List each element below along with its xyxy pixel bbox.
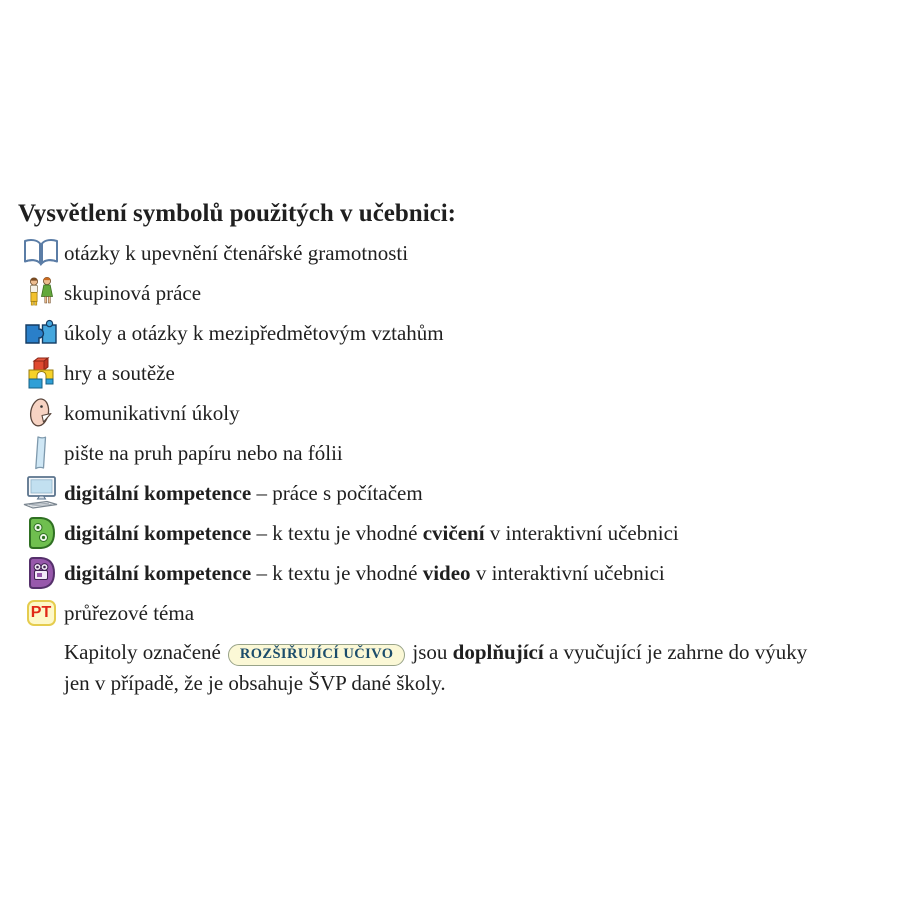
legend-text-segment: digitální kompetence [64,560,252,585]
legend-row-groupwork [18,273,893,313]
note-text-bold: doplňující [452,640,544,664]
pt-icon-label: PT [27,600,56,626]
page-title: Vysvětlení symbolů použitých v učebnici: [18,200,457,227]
legend-row-communication [18,393,893,433]
note-line-1 [64,637,893,668]
legend-text-segment: hry a soutěže [64,360,175,385]
legend-text-segment: video [422,560,471,585]
legend-text-segment: – k textu je vhodné [251,520,423,545]
rozsirujici-ucivo-badge: ROZŠIŘUJÍCÍ UČIVO [228,644,406,666]
legend-text [64,601,194,626]
legend-row-games [18,353,893,393]
legend-text-segment: v interaktivní učebnici [470,560,665,585]
legend-text [64,561,665,586]
legend-text [64,281,201,306]
legend-text-segment: cvičení [422,520,485,545]
pt-icon [18,600,64,626]
legend-text-segment: otázky k upevnění čtenářské gramotnosti [64,240,409,265]
legend-row-reading [18,233,893,273]
legend-text-segment: digitální kompetence [64,480,252,505]
legend-text-segment: pište na pruh papíru nebo na fólii [64,440,343,465]
legend-text [64,241,408,266]
note-text: Kapitoly označené [64,640,221,664]
open-book-icon [18,238,64,268]
legend-row-computer [18,473,893,513]
legend-row-crosscurricular [18,313,893,353]
legend-text-segment: v interaktivní učebnici [484,520,679,545]
blocks-icon [18,355,64,391]
video-app-icon [18,555,64,591]
note-paragraph [18,637,893,699]
legend-text-segment: úkoly a otázky k mezipředmětovým vztahům [64,320,444,345]
legend-text-segment: skupinová práce [64,280,202,305]
legend-text [64,481,423,506]
legend-text [64,361,175,386]
legend-text [64,441,343,466]
legend-row-video [18,553,893,593]
exercise-app-icon [18,516,64,550]
legend-text [64,401,240,426]
note-text: jsou [412,640,453,664]
puzzle-icon [18,319,64,347]
legend-row-paperstrip [18,433,893,473]
legend-text [64,321,444,346]
symbol-legend [18,200,893,699]
legend-text-segment: – k textu je vhodné [251,560,423,585]
note-text: a vyučující je zahrne do výuky [543,640,808,664]
legend-text-segment: komunikativní úkoly [64,400,240,425]
legend-row-crosstheme [18,593,893,633]
note-line-2: jen v případě, že je obsahuje ŠVP dané školy. [64,671,446,695]
legend-row-exercise [18,513,893,553]
computer-icon [18,475,64,511]
legend-text-segment: digitální kompetence [64,520,252,545]
paper-strip-icon [18,435,64,471]
legend-text-segment: – práce s počítačem [251,480,423,505]
children-icon [18,276,64,310]
talking-face-icon [18,396,64,430]
legend-text-segment: průřezové téma [64,600,195,625]
legend-text [64,521,679,546]
